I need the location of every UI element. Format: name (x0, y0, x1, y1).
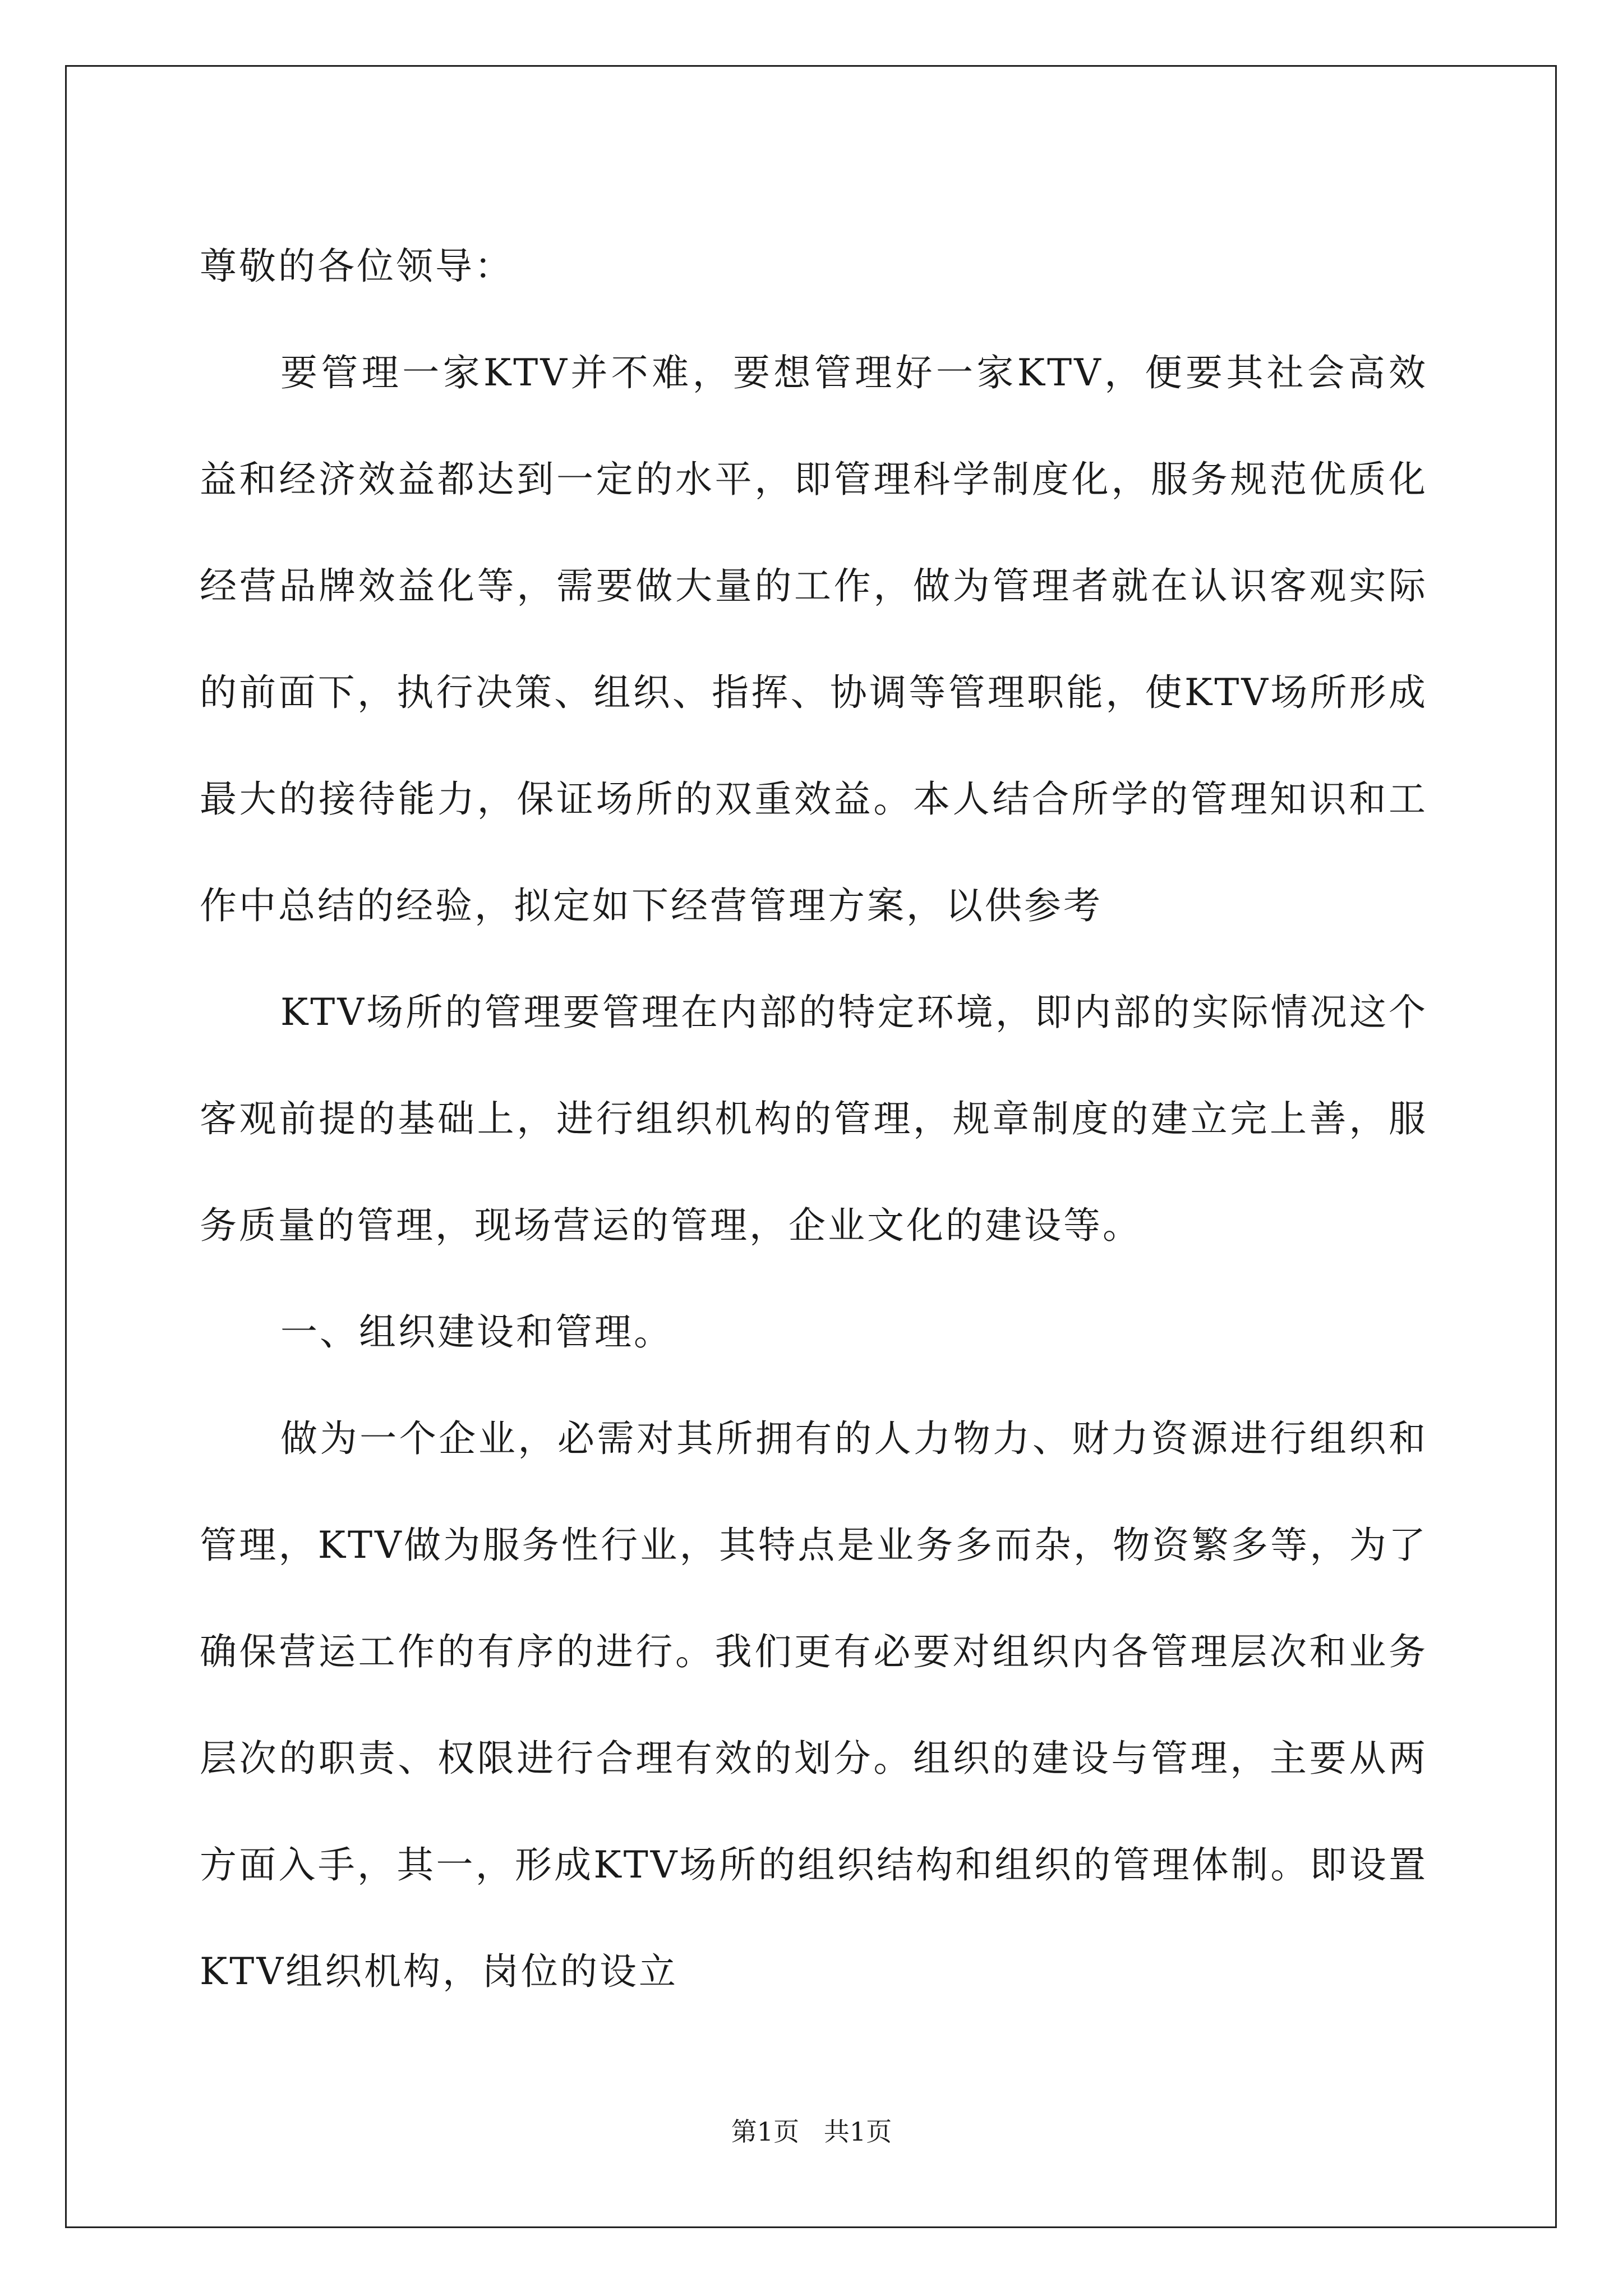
document-body (200, 213, 1428, 2025)
section-heading: 一、组织建设和管理。 (280, 1310, 673, 1354)
greeting: 尊敬的各位领导： (200, 245, 514, 288)
paragraph-intro: 要管理一家KTV并不难，要想管理好一家KTV，便要其社会高效益和经济效益都达到一定的水平，即管理科学制度化，服务规范优质化经营品牌效益化等，需要做大量的工作，做为管理者就在认识客观实际的前面下，执行决策、组织、指挥、协调等管理职能，使KTV场所形成最大的接待能力，保证场所的双重效益。本人结合所学的管理知识和工作中总结的经验，拟定如下经营管理方案，以供参考 (200, 351, 1428, 927)
paragraph-organization: 做为一个企业，必需对其所拥有的人力物力、财力资源进行组织和管理，KTV做为服务性行业，其特点是业务多而杂，物资繁多等，为了确保营运工作的有序的进行。我们更有必要对组织内各管理层次和业务层次的职责、权限进行合理有效的划分。组织的建设与管理，主要从两方面入手，其一，形成KTV场所的组织结构和组织的管理体制。即设置KTV组织机构，岗位的设立 (200, 1417, 1428, 1993)
paragraph-scope: KTV场所的管理要管理在内部的特定环境，即内部的实际情况这个客观前提的基础上，进行组织机构的管理，规章制度的建立完上善，服务质量的管理，现场营运的管理，企业文化的建设等。 (200, 991, 1428, 1247)
page-number: 第1页 共1页 (731, 2116, 892, 2147)
